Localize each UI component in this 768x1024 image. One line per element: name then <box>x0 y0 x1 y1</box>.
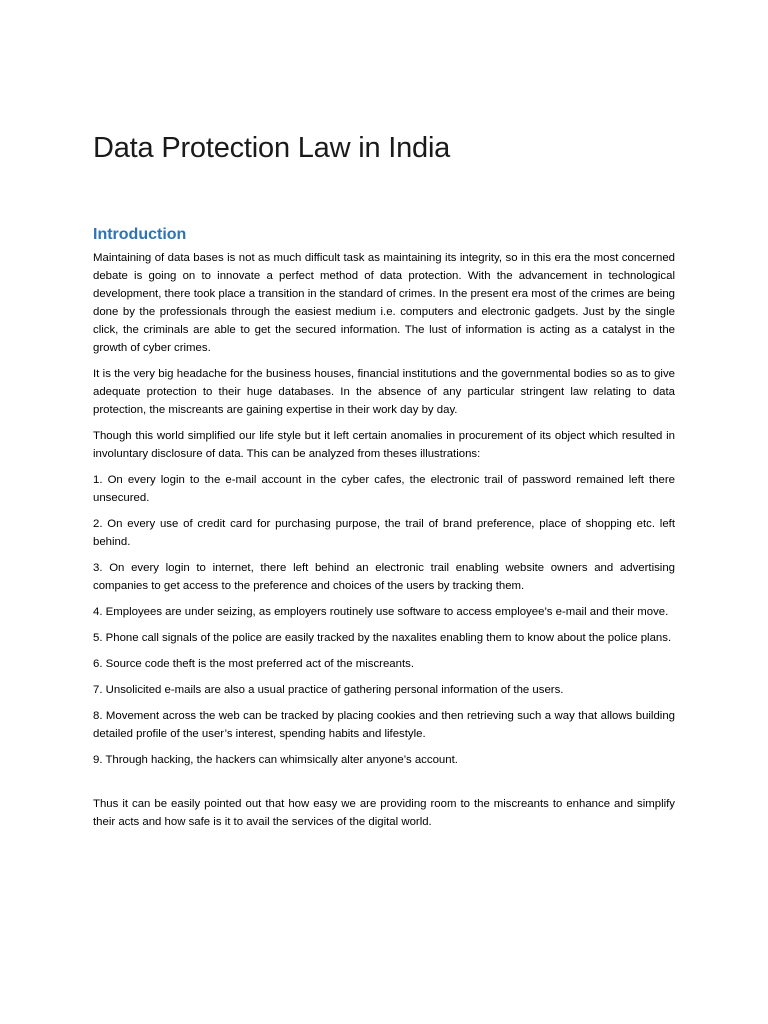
paragraph-conclusion: Thus it can be easily pointed out that how easy we are providing room to the miscreants to enhance and simplify their acts and how safe is it to avail the services of the digital world. <box>93 798 675 828</box>
list-item: 5. Phone call signals of the police are easily tracked by the naxalites enabling them to know about the police plans. <box>93 632 672 644</box>
paragraph-intro-2: It is the very big headache for the business houses, financial institutions and the governmental bodies so as to give adequate protection to their huge databases. In the absence of any particular stringent law relating to data protection, the miscreants are gaining expertise in their work day by day. <box>93 368 675 416</box>
list-item: 9. Through hacking, the hackers can whimsically alter anyone’s account. <box>93 754 458 766</box>
list-item: 3. On every login to internet, there left behind an electronic trail enabling website owners and advertising companies to get access to the preference and choices of the users by tracking them. <box>93 562 675 592</box>
list-item: 4. Employees are under seizing, as employers routinely use software to access employee’s e-mail and their move. <box>93 606 669 618</box>
list-item: 1. On every login to the e-mail account in the cyber cafes, the electronic trail of password remained left there unsecured. <box>93 474 675 504</box>
section-heading-introduction: Introduction <box>93 226 187 243</box>
paragraph-intro-3: Though this world simplified our life style but it left certain anomalies in procurement of its object which resulted in involuntary disclosure of data. This can be analyzed from theses illustrations: <box>93 430 675 460</box>
list-item: 2. On every use of credit card for purchasing purpose, the trail of brand preference, place of shopping etc. left behind. <box>93 518 675 548</box>
list-item: 7. Unsolicited e-mails are also a usual practice of gathering personal information of the users. <box>93 684 564 696</box>
document-body <box>93 249 675 839</box>
paragraph-intro-1: Maintaining of data bases is not as much difficult task as maintaining its integrity, so in this era the most concerned debate is going on to innovate a perfect method of data protection. With the advancement in technological development, there took place a transition in the standard of crimes. In the present era most of the crimes are being done by the professionals through the easiest medium i.e. computers and electronic gadgets. Just by the single click, the criminals are able to get the secured information. The lust of information is acting as a catalyst in the growth of cyber crimes. <box>93 252 675 354</box>
list-item: 6. Source code theft is the most preferred act of the miscreants. <box>93 658 414 670</box>
document-title: Data Protection Law in India <box>93 132 451 164</box>
list-item: 8. Movement across the web can be tracked by placing cookies and then retrieving such a way that allows building detailed profile of the user’s interest, spending habits and lifestyle. <box>93 710 675 740</box>
